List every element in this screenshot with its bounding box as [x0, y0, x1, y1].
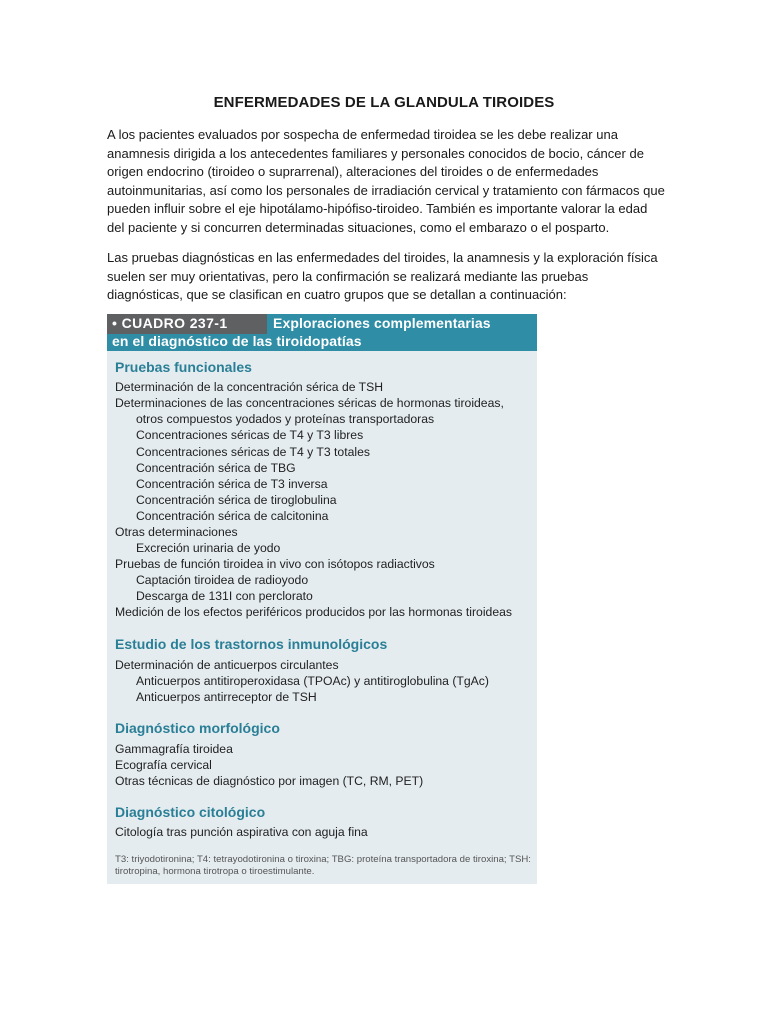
table-item: Concentración sérica de TBG: [136, 461, 296, 475]
table-item: otros compuestos yodados y proteínas transportadoras: [136, 412, 435, 426]
table-item: Otras determinaciones: [115, 525, 238, 539]
table-item-in-vivo: Pruebas de función tiroidea in vivo con isótopos radiactivos: [115, 557, 435, 571]
table-figure: [107, 314, 537, 884]
paragraph-pruebas: Las pruebas diagnósticas en las enfermedades del tiroides, la anamnesis y la exploración física suelen ser muy orientativas, pero la confirmación se realizará mediante las pruebas diagnósticas, que se clasifican en cuatro grupos que se detallan a continuación:: [107, 250, 658, 303]
table-item: Excreción urinaria de yodo: [136, 541, 281, 555]
table-item: Medición de los efectos periféricos producidos por las hormonas tiroideas: [115, 605, 512, 619]
table-item: Gammagrafía tiroidea: [115, 742, 233, 756]
table-item-131i: Descarga de 131I con perclorato: [136, 589, 313, 603]
table-tag: [107, 314, 267, 334]
table-heading-line1: Exploraciones complementarias: [273, 315, 491, 331]
table-header: [107, 314, 537, 351]
table-item-t3-inversa: Concentración sérica de T3 inversa: [136, 477, 328, 491]
table-item: Citología tras punción aspirativa con aguja fina: [115, 825, 368, 839]
section-title-inmunologicos: Estudio de los trastornos inmunológicos: [115, 636, 388, 652]
section-title-pruebas-funcionales: Pruebas funcionales: [115, 359, 252, 375]
table-item: Determinación de anticuerpos circulantes: [115, 658, 339, 672]
table-item-t4-t3-libres: Concentraciones séricas de T4 y T3 libres: [136, 428, 364, 442]
table-item: Concentración sérica de tiroglobulina: [136, 493, 337, 507]
table-item-t4-t3-totales: Concentraciones séricas de T4 y T3 totales: [136, 445, 370, 459]
table-item: Determinaciones de las concentraciones séricas de hormonas tiroideas,: [115, 396, 504, 410]
table-heading-line2: en el diagnóstico de las tiroidopatías: [112, 333, 362, 349]
table-footnote: T3: triyodotironina; T4: tetrayodotironina o tiroxina; TBG: proteína transportadora de tiroxina; TSH: tirotropina, hormona tirotropa o tiroestimulante.: [115, 854, 531, 877]
table-item: Anticuerpos antirreceptor de TSH: [136, 690, 317, 704]
table-item: Anticuerpos antitiroperoxidasa (TPOAc) y antitiroglobulina (TgAc): [136, 674, 489, 688]
paragraph-anamnesis: A los pacientes evaluados por sospecha de enfermedad tiroidea se les debe realizar una anamnesis dirigida a los antecedentes familiares y personales conocidos de bocio, cáncer de origen endocrino (tiroideo o suprarrenal), alteraciones del tiroides o de enfermedades autoinmunitarias, así como los personales de irradiación cervical y tratamiento con fármacos que pueden influir sobre el eje hipotálamo-hipófiso-tiroideo. También es importante valorar la edad del paciente y si concurren determinadas situaciones, como el embarazo o el posparto.: [107, 127, 665, 235]
table-item: Ecografía cervical: [115, 758, 212, 772]
table-item: Determinación de la concentración sérica de TSH: [115, 380, 384, 394]
table-item: Otras técnicas de diagnóstico por imagen (TC, RM, PET): [115, 774, 424, 788]
table-item: Captación tiroidea de radioyodo: [136, 573, 309, 587]
section-title-morfologico: Diagnóstico morfológico: [115, 720, 280, 736]
page-title: ENFERMEDADES DE LA GLANDULA TIROIDES: [213, 94, 555, 111]
section-title-citologico: Diagnóstico citológico: [115, 804, 266, 820]
table-tag-label: • CUADRO 237-1: [112, 315, 228, 331]
table-item: Concentración sérica de calcitonina: [136, 509, 329, 523]
